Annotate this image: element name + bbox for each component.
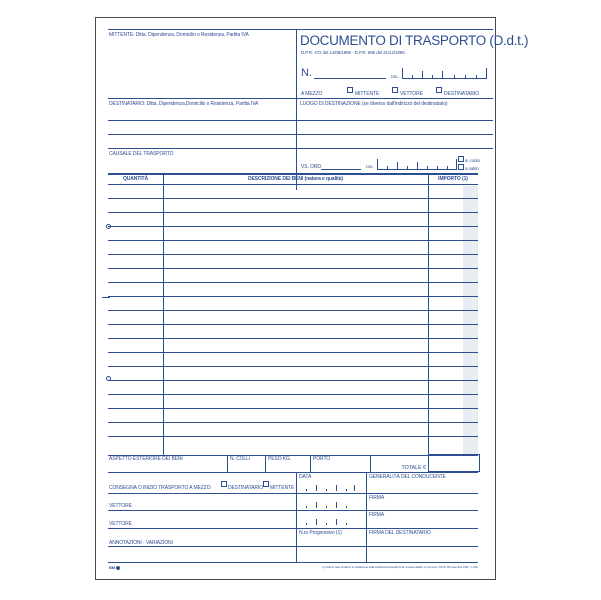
appearance-label: ASPETTO ESTERIORE DEI BENI (109, 456, 183, 462)
date-tick (316, 502, 317, 508)
date-tick (306, 489, 307, 491)
order-date-tick (427, 166, 428, 169)
table-row-line (108, 212, 478, 213)
carrier-label-1: VETTORE (109, 503, 132, 509)
table-row-line (108, 226, 478, 227)
date-tick (486, 68, 487, 78)
recipient-signature-label: FIRMA DEL DESTINATARIO (369, 530, 431, 536)
date-tick (326, 506, 327, 508)
table-row-line (108, 380, 478, 381)
in-conto-checkbox[interactable] (458, 156, 464, 162)
order-date-tick (437, 166, 438, 169)
number-field[interactable] (314, 78, 386, 79)
summary-mid-rule (108, 472, 478, 473)
notes-field[interactable] (109, 547, 294, 561)
goods-table-body[interactable] (108, 185, 478, 455)
order-date-tick (456, 159, 457, 169)
carrier-date-field-1[interactable] (306, 501, 361, 509)
summary-date-label: DATA (299, 474, 312, 480)
delivery-destinatario-label: DESTINATARIO (228, 485, 264, 491)
total-amount-field[interactable] (428, 454, 480, 472)
table-row-line (108, 436, 478, 437)
logo-icon (116, 566, 120, 570)
date-tick (336, 485, 337, 491)
column-header-importo: IMPORTO (1) (438, 176, 468, 182)
order-date-field[interactable] (377, 159, 457, 170)
a-mezzo-mittente-label: MITTENTE (355, 91, 380, 97)
date-tick (306, 523, 307, 525)
date-tick (316, 485, 317, 491)
porto-divider (310, 455, 311, 472)
publisher-logo (109, 565, 120, 571)
date-tick (442, 71, 443, 78)
destination-field[interactable] (300, 107, 490, 147)
table-row-line (108, 268, 478, 269)
delivery-mittente-label: MITTENTE (270, 485, 295, 491)
table-row-line (108, 338, 478, 339)
top-rule (108, 29, 493, 30)
date-tick (412, 75, 413, 78)
recipient-line-3 (108, 148, 493, 149)
in-conto-label: in conto (465, 158, 480, 163)
transport-reason-field[interactable] (109, 157, 294, 169)
date-tick (346, 523, 347, 525)
signature-label-1: FIRMA (369, 495, 385, 501)
order-date-tick (447, 166, 448, 169)
recipient-rule (108, 98, 493, 99)
date-tick (354, 485, 355, 491)
order-date-baseline (377, 169, 457, 170)
binder-hole-top (106, 224, 111, 229)
colli-divider (227, 455, 228, 472)
order-date-tick (387, 166, 388, 169)
notes-label: ANNOTAZIONI - VARIAZIONI (109, 540, 173, 546)
carrier-label-2: VETTORE (109, 521, 132, 527)
total-label: TOTALE € (401, 465, 426, 471)
order-date-tick (397, 162, 398, 169)
table-row-line (108, 324, 478, 325)
vs-ord-field[interactable] (321, 169, 361, 170)
summary-row-rule-4 (296, 546, 478, 547)
number-label: N. (301, 67, 312, 79)
driver-column-divider (366, 472, 367, 562)
delivery-date-field[interactable] (306, 484, 361, 492)
date-tick (454, 75, 455, 78)
footnote: (1) Solo in caso di utilizzo in sostituzione della certificazione fiscale (D.M. emesso dall'art. 3, comma 2, D.P.R. 30 novembre 1997, n. 441) (322, 565, 478, 569)
document-subtitle: D.P.R. 472 del 14/08/1996 - D.P.R. 696 del 21/12/1996 (301, 50, 405, 55)
summary-row-rule-2 (108, 510, 478, 511)
table-row-line (108, 198, 478, 199)
summary-bottom-rule (108, 562, 478, 563)
logo-text: BM (109, 565, 116, 570)
recipient-field[interactable] (109, 107, 294, 147)
recipient-line-2 (108, 134, 493, 135)
summary-row-rule-1 (108, 493, 478, 494)
header-divider (296, 29, 297, 190)
table-row-line (108, 254, 478, 255)
a-mezzo-mittente-checkbox[interactable] (347, 87, 353, 93)
table-row-line (108, 366, 478, 367)
a-mezzo-destinatario-label: DESTINATARIO (444, 91, 480, 97)
date-label: DEL (391, 74, 399, 79)
table-row-line (108, 310, 478, 311)
date-tick (336, 502, 337, 508)
vs-ord-label: VS. ORD. (301, 164, 323, 170)
recipient-line-1 (108, 120, 493, 121)
driver-label: GENERALITÀ DEL CONDUCENTE (369, 474, 446, 480)
a-mezzo-vettore-label: VETTORE (400, 91, 423, 97)
table-row-line (108, 282, 478, 283)
a-mezzo-label: A MEZZO (301, 91, 323, 97)
date-tick (346, 489, 347, 491)
date-column-divider (296, 472, 297, 562)
order-date-tick (407, 166, 408, 169)
delivery-mittente-checkbox[interactable] (263, 481, 269, 487)
document-title: DOCUMENTO DI TRASPORTO (D.d.t.) (300, 33, 529, 48)
weight-label: PESO KG. (268, 456, 292, 462)
table-row-line (108, 394, 478, 395)
date-tick (422, 71, 423, 78)
summary-row-rule-3 (108, 528, 478, 529)
port-label: PORTO (313, 456, 331, 462)
order-date-label: DEL (366, 164, 374, 169)
table-row-line (108, 422, 478, 423)
date-tick (402, 68, 403, 78)
packages-label: N. COLLI (230, 456, 251, 462)
date-tick (465, 75, 466, 78)
delivery-destinatario-checkbox[interactable] (221, 481, 227, 487)
carrier-date-field-2[interactable] (306, 518, 361, 526)
date-baseline (402, 78, 487, 79)
date-tick (432, 75, 433, 78)
a-mezzo-vettore-checkbox[interactable] (392, 87, 398, 93)
order-date-tick (377, 159, 378, 169)
a-saldo-checkbox[interactable] (458, 164, 464, 170)
a-saldo-label: a saldo (465, 166, 479, 171)
date-tick (306, 506, 307, 508)
date-tick (336, 519, 337, 525)
transport-document-form (95, 17, 529, 580)
order-date-tick (417, 162, 418, 169)
signature-label-2: FIRMA (369, 512, 385, 518)
fold-mark (102, 297, 110, 298)
sender-label: MITTENTE: Ditta, Dipendenza, Domicilio o Residenza, Partita IVA (109, 32, 249, 38)
recipient-label: DESTINATARIO: Ditta, Dipendenza,Domicilio o Residenza, Partita IVA (109, 101, 259, 107)
delivery-label: CONSEGNA O INIZIO TRASPORTO A MEZZO (109, 485, 211, 491)
totale-divider (370, 455, 371, 472)
column-header-descrizione: DESCRIZIONE DEI BENI (natura e qualità) (247, 176, 343, 182)
date-tick (326, 489, 327, 491)
table-row-line (108, 352, 478, 353)
destination-label: LUOGO DI DESTINAZIONE (se diverso dall'indirizzo del destinatario) (300, 101, 448, 107)
date-tick (326, 523, 327, 525)
date-tick (346, 506, 347, 508)
column-header-quantita: QUANTITÀ (122, 176, 149, 182)
binder-hole-bottom (106, 376, 111, 381)
transport-reason-label: CAUSALE DEL TRASPORTO (109, 151, 174, 157)
table-row-line (108, 296, 478, 297)
table-row-line (108, 240, 478, 241)
table-row-line (108, 408, 478, 409)
sender-field[interactable] (109, 38, 294, 98)
progressive-label: N.ro Progressivo (1) (299, 530, 342, 536)
a-mezzo-destinatario-checkbox[interactable] (436, 87, 442, 93)
date-tick (476, 75, 477, 78)
date-tick (316, 519, 317, 525)
date-field[interactable] (402, 68, 487, 79)
peso-divider (265, 455, 266, 472)
